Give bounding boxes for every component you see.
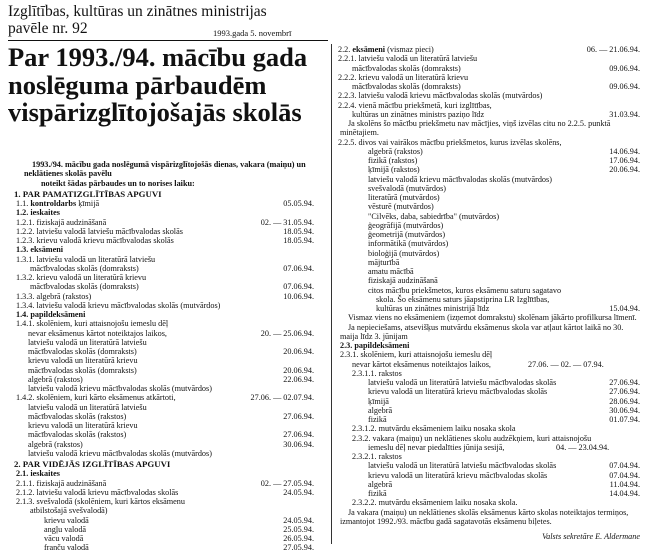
list-item xyxy=(14,347,314,356)
item-text: 2.2.3. latviešu valodā krievu mācībvalodas skolās (mutvārdos) xyxy=(338,91,543,101)
item-date: 20. — 25.06.94. xyxy=(260,328,314,338)
item-text: 1.2.3. krievu valodā krievu mācībvalodas skolās xyxy=(16,236,174,245)
list-item xyxy=(14,497,314,506)
item-text: bioloģijā (mutvārdos) xyxy=(368,248,440,258)
item-text: ģeometrijā (mutvārdos) xyxy=(368,230,446,239)
list-item xyxy=(338,54,640,63)
list-item xyxy=(338,387,640,396)
list-item xyxy=(338,138,640,147)
list-item xyxy=(14,292,314,301)
title-line-3: vispārizglītojošajās skolās xyxy=(8,97,302,127)
paragraph: Ja nepieciešams, atsevišķus mutvārdu eksāmenus skola var atļaut kārtot laikā no 30. maija līdz 3. jūnijam xyxy=(340,322,624,341)
item-text: algebrā (rakstos) xyxy=(28,374,83,384)
list-item xyxy=(338,406,640,415)
list-item xyxy=(14,543,314,552)
list-item xyxy=(338,424,640,433)
right-rows xyxy=(338,45,640,526)
list-item xyxy=(14,236,314,245)
header-order-number: pavēle nr. 92 xyxy=(8,20,88,37)
item-text: 1.2.1. fiziskajā audzināšanā xyxy=(16,217,107,227)
item-text: mācībvalodas skolās (domraksts) xyxy=(28,347,137,356)
item-text: 2.2. eksāmeni (vismaz pieci) xyxy=(338,45,434,54)
item-date: 30.06.94. xyxy=(609,405,640,415)
list-item xyxy=(14,319,314,328)
item-text: 2.3.1. skolēniem, kuri attaisnojošu iemeslu dēļ xyxy=(340,350,493,360)
list-item xyxy=(338,165,640,174)
list-item xyxy=(338,276,640,285)
item-date: 20.06.94. xyxy=(283,347,314,356)
list-item xyxy=(338,369,640,378)
list-item xyxy=(14,310,314,319)
title-line-2: noslēguma pārbaudēm xyxy=(8,69,267,100)
item-text: 1.1. kontroldarbs ķīmijā xyxy=(16,199,100,208)
list-item xyxy=(338,212,640,221)
intro-text-2: noteikt šādas pārbaudes un to norises laiku: xyxy=(41,178,195,188)
list-item xyxy=(14,218,314,227)
item-text: fizikā xyxy=(368,415,387,424)
list-item xyxy=(338,147,640,156)
item-date: 10.06.94. xyxy=(283,291,314,301)
item-date: 17.06.94. xyxy=(609,156,640,165)
signature xyxy=(338,532,640,541)
list-item xyxy=(14,516,314,525)
list-item xyxy=(338,471,640,480)
list-item xyxy=(14,329,314,338)
item-text: angļu valodā xyxy=(44,524,87,534)
item-text: 1.4. papildeksāmeni xyxy=(16,310,86,319)
item-text: krievu valodā un literatūrā krievu mācībvalodas skolās xyxy=(368,387,548,397)
item-text: 1.3.1. latviešu valodā un literatūrā latviešu xyxy=(16,254,156,264)
item-text: 2.3.2.2. mutvārdu eksāmeniem laiku nosaka skola. xyxy=(352,498,518,508)
item-date: 20.06.94. xyxy=(609,165,640,175)
item-text: mācībvalodas skolās (rakstos) xyxy=(28,411,127,421)
list-item xyxy=(338,64,640,73)
list-item xyxy=(338,101,640,110)
item-text: mācībvalodas skolās (domraksts) xyxy=(352,82,461,91)
item-text: latviešu valodā krievu mācībvalodas skolās (mutvārdos) xyxy=(28,448,212,458)
list-item xyxy=(14,199,314,208)
item-date: 14.04.94. xyxy=(609,489,640,498)
list-item xyxy=(14,208,314,217)
item-text: kultūras un zinātnes ministrijā līdz xyxy=(376,304,490,313)
paragraph: Vismaz viens no eksāmeniem (izņemot domrakstu) skolēnam jākārto profilkursa līmenī. xyxy=(348,313,637,323)
list-item xyxy=(338,175,640,184)
item-text: nevar kārtot eksāmenus noteiktajos laikos, xyxy=(352,359,491,369)
item-date: 27.06.94. xyxy=(609,387,640,397)
item-text: 1.3.2. krievu valodā un literatūrā krievu xyxy=(16,273,147,282)
list-item xyxy=(14,375,314,384)
list-item xyxy=(14,488,314,497)
list-item xyxy=(338,295,640,304)
list-item xyxy=(338,304,640,313)
item-text: 2.1.1. fiziskajā audzināšanā xyxy=(16,478,107,488)
item-text: 1.3. eksāmeni xyxy=(16,245,64,255)
item-date: 27.06.94. xyxy=(283,411,314,421)
item-text: informātikā (mutvārdos) xyxy=(368,239,449,249)
item-text: mācībvalodas skolās (domraksts) xyxy=(352,63,461,73)
list-item xyxy=(14,449,314,458)
item-date: 07.04.94. xyxy=(609,470,640,480)
item-date: 09.06.94. xyxy=(609,63,640,73)
list-item xyxy=(338,498,640,507)
item-text: ķīmijā xyxy=(368,396,389,406)
item-text: fizikā (rakstos) xyxy=(368,156,418,165)
list-item xyxy=(14,282,314,291)
item-text: vēsturē (mutvārdos) xyxy=(368,202,434,212)
list-item xyxy=(338,239,640,248)
list-item xyxy=(338,341,640,350)
item-text: iemeslu dēļ nevar piedalīties jūnija sesijā, xyxy=(368,442,505,452)
item-date: 02. — 31.05.94. xyxy=(260,217,314,227)
item-date: 27.05.94. xyxy=(283,543,314,553)
item-text: latviešu valodā un literatūrā latviešu mācībvalodas skolās xyxy=(368,378,557,387)
item-text: 2.1.2. latviešu valodā krievu mācībvalodas skolās xyxy=(16,487,179,497)
item-text: 1.2. ieskaites xyxy=(16,208,60,218)
item-text: mācībvalodas skolās (domraksts) xyxy=(28,365,137,375)
list-item xyxy=(338,434,640,443)
item-text: ģeogrāfijā (mutvārdos) xyxy=(368,220,444,230)
item-date: 05.05.94. xyxy=(283,199,314,208)
list-item xyxy=(14,356,314,365)
item-text: algebrā xyxy=(368,479,393,489)
item-text: skola. Šo eksāmenu saturs jāapstiprina LR Izglītības, xyxy=(376,294,550,304)
list-item xyxy=(338,221,640,230)
list-item xyxy=(338,249,640,258)
item-text: nevar eksāmenus kārtot noteiktajos laikos, xyxy=(28,328,167,338)
item-text: latviešu valodā un literatūrā latviešu xyxy=(28,337,147,347)
item-text: 2.3. papildeksāmeni xyxy=(340,341,410,350)
list-item xyxy=(14,245,314,254)
left-column xyxy=(14,160,314,553)
item-text: mācībvalodas skolās (domraksts) xyxy=(30,263,139,273)
item-text: latviešu valodā krievu mācībvalodas skolās (mutvārdos) xyxy=(368,174,552,184)
item-date: 04. — 23.04.94. xyxy=(556,442,610,452)
item-date: 15.04.94. xyxy=(609,304,640,313)
item-text: franču valodā xyxy=(44,543,89,553)
list-item xyxy=(14,393,314,402)
item-text: latviešu valodā krievu mācībvalodas skolās (mutvārdos) xyxy=(28,384,212,393)
page-title xyxy=(8,44,338,127)
column-divider xyxy=(331,44,332,544)
item-text: 1.4.2. skolēniem, kuri kārto eksāmenus atkārtoti, xyxy=(16,393,176,403)
list-item xyxy=(14,469,314,478)
item-text: citos mācību priekšmetos, kuros eksāmenu saturu sagatavo xyxy=(368,285,562,295)
item-text: kultūras un zinātnes ministrs paziņo līdz xyxy=(352,109,485,119)
item-text: amatu mācībā xyxy=(368,267,414,276)
item-date: 18.05.94. xyxy=(283,236,314,245)
header-rule xyxy=(8,40,328,41)
item-text: 2.1. ieskaites xyxy=(16,469,60,479)
list-item xyxy=(338,452,640,461)
item-text: 1.4.1. skolēniem, kuri attaisnojošu iemeslu dēļ xyxy=(16,319,169,329)
item-date: 30.06.94. xyxy=(283,439,314,449)
item-text: atbilstošajā svešvalodā) xyxy=(30,506,108,516)
item-date: 01.07.94. xyxy=(609,415,640,424)
item-text: 2.2.2. krievu valodā un literatūrā krievu xyxy=(338,72,469,82)
section-heading: 2. PAR VIDĒJĀS IZGLĪTĪBAS APGUVI xyxy=(14,459,171,469)
item-text: latviešu valodā un literatūrā latviešu mācībvalodas skolās xyxy=(368,461,557,471)
item-text: 2.3.2. vakara (maiņu) un neklātienes skolu audzēkņiem, kuri attaisnojošu xyxy=(352,433,592,443)
item-text: 1.2.2. latviešu valodā latviešu mācībvalodas skolās xyxy=(16,226,183,236)
list-item xyxy=(338,461,640,470)
item-date: 27.06.94. xyxy=(283,430,314,440)
item-date: 11.04.94. xyxy=(609,479,640,489)
item-text: algebrā (rakstos) xyxy=(368,146,423,156)
item-text: 2.2.1. latviešu valodā un literatūrā latviešu xyxy=(338,54,478,64)
list-item xyxy=(338,110,640,119)
list-item xyxy=(14,506,314,515)
left-rows xyxy=(14,190,314,553)
item-date: 14.06.94. xyxy=(609,146,640,156)
item-text: krievu valodā un literatūrā krievu xyxy=(28,356,138,366)
item-text: mācībvalodas skolās (domraksts) xyxy=(30,282,139,292)
item-text: 1.3.4. latviešu valodā krievu mācībvalodas skolās (mutvārdos) xyxy=(16,300,221,310)
list-item xyxy=(338,258,640,267)
item-text: ķīmijā (rakstos) xyxy=(368,165,420,175)
section-heading: 1. PAR PAMATIZGLĪTĪBAS APGUVI xyxy=(14,188,162,199)
list-item xyxy=(14,273,314,282)
list-item xyxy=(14,525,314,534)
item-date: 09.06.94. xyxy=(609,82,640,91)
item-text: krievu valodā xyxy=(44,515,89,525)
list-item xyxy=(338,397,640,406)
item-text: fiziskajā audzināšanā xyxy=(368,276,438,286)
item-text: krievu valodā un literatūrā krievu mācībvalodas skolās xyxy=(368,470,548,480)
intro-text: 1993./94. mācību gada noslēgumā vispārizglītojošās dienas, vakara (maiņu) un neklātienes skolās pavēlu xyxy=(24,160,306,179)
item-date: 27.06. — 02.07.94. xyxy=(250,393,314,403)
list-item xyxy=(14,338,314,347)
item-date: 27.06. — 02. — 07.94. xyxy=(528,359,604,369)
list-item xyxy=(14,301,314,310)
item-text: "Cilvēks, daba, sabiedrība" (mutvārdos) xyxy=(368,211,500,221)
item-text: 2.1.3. svešvalodā (skolēniem, kuri kārtos eksāmenu xyxy=(16,497,185,506)
item-text: 2.3.1.1. rakstos xyxy=(352,368,402,378)
list-item xyxy=(14,366,314,375)
item-date: 28.06.94. xyxy=(609,396,640,406)
item-text: latviešu valodā un literatūrā latviešu xyxy=(28,402,147,412)
paragraph: Ja skolēns šo mācību priekšmetu nav mācījies, viņš izvēlas citu no 2.2.5. punktā minētajiem. xyxy=(340,119,611,138)
list-item xyxy=(338,489,640,498)
item-date: 24.05.94. xyxy=(283,487,314,497)
item-date: 20.06.94. xyxy=(283,365,314,375)
item-date: 07.04.94. xyxy=(609,461,640,471)
list-item xyxy=(14,421,314,430)
list-item xyxy=(14,227,314,236)
item-text: algebrā xyxy=(368,405,393,415)
item-date: 07.06.94. xyxy=(283,282,314,292)
list-item xyxy=(14,412,314,421)
list-item xyxy=(338,443,640,452)
item-date: 26.05.94. xyxy=(283,534,314,543)
list-item xyxy=(338,193,640,202)
list-item xyxy=(338,156,640,165)
item-text: 2.3.1.2. mutvārdu eksāmeniem laiku nosaka skola xyxy=(352,424,516,434)
list-item xyxy=(338,360,640,369)
item-text: 2.2.4. vienā mācību priekšmetā, kuri izglītības, xyxy=(338,100,492,110)
list-item xyxy=(338,230,640,239)
right-column xyxy=(338,45,640,541)
item-date: 25.05.94. xyxy=(283,524,314,534)
item-text: 2.2.5. divos vai vairākos mācību priekšmetos, kurus izvēlas skolēns, xyxy=(338,137,562,147)
list-item xyxy=(338,267,640,276)
list-item xyxy=(338,45,640,54)
list-item xyxy=(338,350,640,359)
item-date: 22.06.94. xyxy=(283,374,314,384)
item-text: 2.3.2.1. rakstos xyxy=(352,452,402,461)
list-item xyxy=(338,184,640,193)
list-item xyxy=(14,430,314,439)
item-date: 07.06.94. xyxy=(283,263,314,273)
item-date: 27.06.94. xyxy=(609,378,640,387)
title-line-1: Par 1993./94. mācību gada xyxy=(8,42,308,72)
signature-name: E. Aldermane xyxy=(595,532,640,541)
list-item xyxy=(338,480,640,489)
item-date: 18.05.94. xyxy=(283,226,314,236)
item-text: mājturībā xyxy=(368,257,400,267)
list-item xyxy=(338,415,640,424)
list-item xyxy=(14,255,314,264)
list-item xyxy=(14,264,314,273)
list-item xyxy=(338,91,640,100)
list-item xyxy=(338,73,640,82)
item-text: 1.3.3. algebrā (rakstos) xyxy=(16,291,92,301)
header-ministry: Izglītības, kultūras un zinātnes ministrijas xyxy=(8,3,267,20)
item-text: mācībvalodas skolās (rakstos) xyxy=(28,430,127,440)
list-item xyxy=(338,82,640,91)
list-item xyxy=(338,286,640,295)
item-text: fizikā xyxy=(368,489,387,498)
list-item xyxy=(14,479,314,488)
item-date: 06. — 21.06.94. xyxy=(586,45,640,54)
list-item xyxy=(14,403,314,412)
item-date: 24.05.94. xyxy=(283,515,314,525)
list-item xyxy=(14,384,314,393)
list-item xyxy=(14,440,314,449)
item-text: krievu valodā un literatūrā krievu xyxy=(28,421,138,430)
item-date: 31.03.94. xyxy=(609,109,640,119)
paragraph: Ja vakara (maiņu) un neklātienes skolās eksāmenus kārto skolas noteiktajos termiņos, izmantojot 1992./93. mācību gadā sagatavotās eksāmenu biļetes. xyxy=(340,507,629,526)
list-item xyxy=(338,378,640,387)
header-date: 1993.gada 5. novembrī xyxy=(213,28,292,38)
item-text: algebrā (rakstos) xyxy=(28,439,83,449)
item-text: svešvalodā (mutvārdos) xyxy=(368,183,446,193)
item-text: literatūrā (mutvārdos) xyxy=(368,193,440,202)
item-date: 02. — 27.05.94. xyxy=(260,478,314,488)
list-item xyxy=(14,534,314,543)
signature-role: Valsts sekretāre xyxy=(542,532,594,541)
list-item xyxy=(338,202,640,211)
item-text: vācu valodā xyxy=(44,534,84,543)
